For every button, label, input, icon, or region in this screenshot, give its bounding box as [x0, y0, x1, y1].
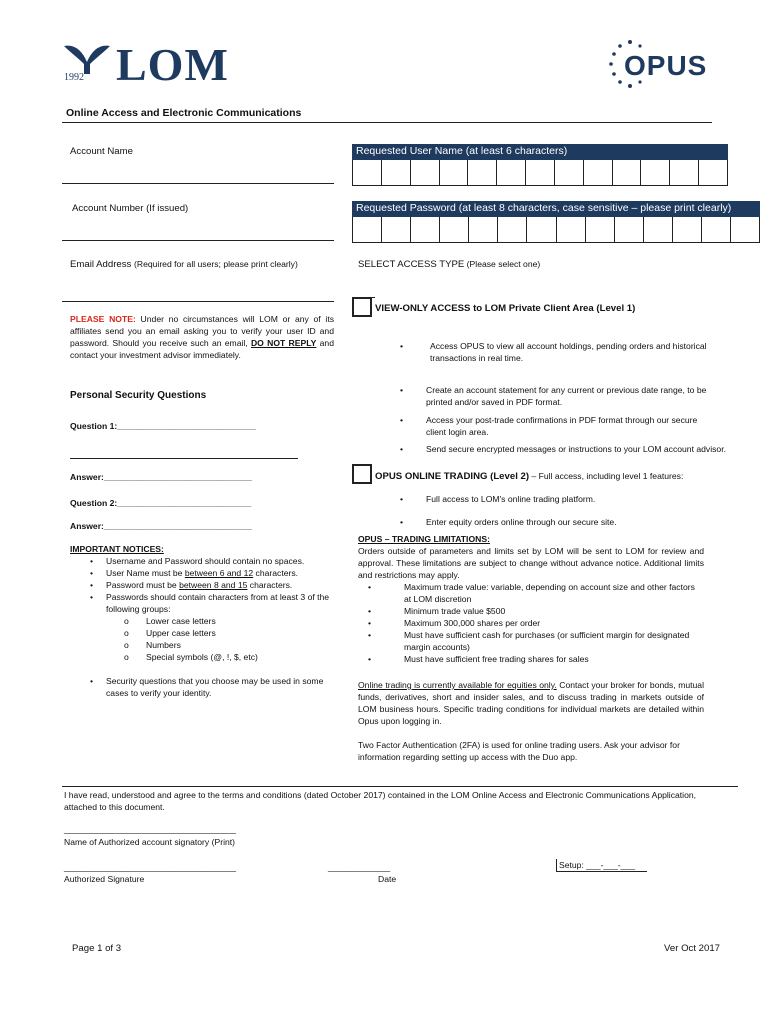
group-item: o Numbers: [116, 639, 340, 651]
groups-list: [116, 615, 340, 663]
level1-item: • Send secure encrypted messages or instructions to your LOM account advisor.: [400, 444, 726, 454]
level1-rule: [372, 297, 375, 298]
question1-extra-line[interactable]: [70, 458, 298, 459]
level2-checkbox[interactable]: [352, 464, 372, 484]
notice-item: • Passwords should contain characters from at least 3 of the following groups: o Lower case letters o Upper case letters o Numbers o Special symbols (@, !, $, etc): [88, 591, 340, 663]
limit-item: • Maximum 300,000 shares per order: [366, 617, 704, 629]
print-name-line[interactable]: ____________________________________: [64, 824, 237, 834]
limit-item: • Maximum trade value: variable, depending on account size and other factors at LOM discretion: [366, 581, 704, 605]
agreement-text: I have read, understood and agree to the terms and conditions (dated October 2017) contained in the LOM Online Access and Electronic Communications Application, attached to this document.: [64, 790, 697, 812]
group-item: o Special symbols (@, !, $, etc): [116, 651, 340, 663]
opus-logo: [608, 38, 718, 90]
important-notices: [70, 543, 340, 699]
lom-logo: [62, 39, 242, 90]
limit-item: • Minimum trade value $500: [366, 605, 704, 617]
limits-title: OPUS – TRADING LIMITATIONS:: [358, 534, 490, 544]
group-item: o Upper case letters: [116, 627, 340, 639]
question1[interactable]: Question 1:_____________________________: [70, 421, 256, 431]
please-note-label: PLEASE NOTE:: [70, 314, 136, 324]
answer2[interactable]: Answer:_______________________________: [70, 521, 253, 531]
notice-item: • Username and Password should contain no spaces.: [88, 555, 340, 567]
signature-line[interactable]: ____________________________________: [64, 862, 237, 872]
trading-limitations: [358, 533, 704, 763]
password-header: Requested Password (at least 8 characters, case sensitive – please print clearly): [352, 201, 760, 217]
notices-title: IMPORTANT NOTICES:: [70, 544, 164, 554]
account-number-field[interactable]: [62, 240, 334, 241]
signature-label: Authorized Signature: [64, 874, 145, 884]
account-number-label: Account Number (If issued): [72, 203, 189, 214]
level1-title: VIEW-ONLY ACCESS to LOM Private Client Area (Level 1): [375, 303, 636, 314]
version: Ver Oct 2017: [664, 943, 720, 954]
twofa-note: Two Factor Authentication (2FA) is used for online trading users. Ask your advisor for information regarding setting up access with the Duo app.: [358, 740, 680, 762]
answer1[interactable]: Answer:_______________________________: [70, 472, 253, 482]
level1-checkbox[interactable]: [352, 297, 372, 317]
limit-item: • Must have sufficient cash for purchases (or sufficient margin for designated margin accounts): [366, 629, 704, 653]
logo-text: LOM: [116, 39, 229, 90]
password-cells[interactable]: [352, 217, 760, 243]
account-name-field[interactable]: [62, 183, 334, 184]
please-note-text-2: and contact your investment advisor immediately.: [70, 338, 334, 360]
print-name-label: Name of Authorized account signatory (Print): [64, 837, 236, 847]
date-label: Date: [378, 874, 397, 884]
access-type-label: SELECT ACCESS TYPE (Please select one): [358, 259, 541, 270]
footer-rule: [62, 786, 738, 787]
notice-item: • User Name must be between 6 and 12 characters.: [88, 567, 340, 579]
notice-item: • Password must be between 8 and 15 characters.: [88, 579, 340, 591]
date-line[interactable]: _____________: [328, 862, 391, 872]
please-note: [70, 313, 334, 361]
opus-text: OPUS: [624, 50, 708, 81]
please-note-text-1: Under no circumstances will LOM or any of its affiliates send you an email asking you to verify your user ID and password. Should you receive such an email,: [70, 314, 334, 348]
email-label: Email Address: [70, 259, 132, 270]
logo-year: 1992: [64, 72, 84, 83]
level2-item: • Full access to LOM's online trading platform.: [400, 494, 596, 504]
equities-note: Online trading is currently available for equities only. Contact your broker for bonds, mutual funds, derivatives, short and insider sales, and to discuss trading in markets outside of LOM business hours. Specific trading conditions for individual markets are detailed within Opus upon logging in.: [358, 680, 704, 726]
level1-item: • Access your post-trade confirmations in PDF format through our secure client login area.: [400, 415, 698, 437]
do-not-reply: DO NOT REPLY: [250, 338, 317, 348]
level2-title-row: OPUS ONLINE TRADING (Level 2) – Full access, including level 1 features:: [375, 471, 684, 482]
group-item: o Lower case letters: [116, 615, 340, 627]
email-note: (Required for all users; please print clearly): [134, 259, 298, 269]
email-field[interactable]: [62, 301, 334, 302]
limit-item: • Must have sufficient free trading shares for sales: [366, 653, 704, 665]
notice-item: • Security questions that you choose may be used in some cases to verify your identity.: [88, 675, 340, 699]
setup-field[interactable]: Setup: ___-___-___: [556, 859, 647, 872]
title-rule: [62, 122, 712, 123]
security-title: Personal Security Questions: [70, 390, 207, 401]
account-name-label: Account Name: [70, 146, 133, 157]
notices-list: [88, 555, 340, 699]
email-label-row: [70, 259, 298, 270]
page-number: Page 1 of 3: [72, 943, 122, 954]
section-title: Online Access and Electronic Communications: [66, 107, 302, 119]
question2[interactable]: Question 2:____________________________: [70, 498, 252, 508]
level2-item: • Enter equity orders online through our secure site.: [400, 517, 617, 527]
limits-text: Orders outside of parameters and limits set by LOM will be sent to LOM for review and approval. These limitations are subject to change without advance notice. Additional limits and restrictions may apply.: [358, 546, 704, 580]
username-cells[interactable]: [352, 160, 728, 186]
username-header: Requested User Name (at least 6 characters): [352, 144, 728, 160]
level1-item: • Create an account statement for any current or previous date range, to be printed and/or saved in PDF format.: [400, 385, 707, 407]
level1-item: • Access OPUS to view all account holdings, pending orders and historical transactions in real time.: [400, 341, 707, 363]
limits-list: [366, 581, 704, 665]
